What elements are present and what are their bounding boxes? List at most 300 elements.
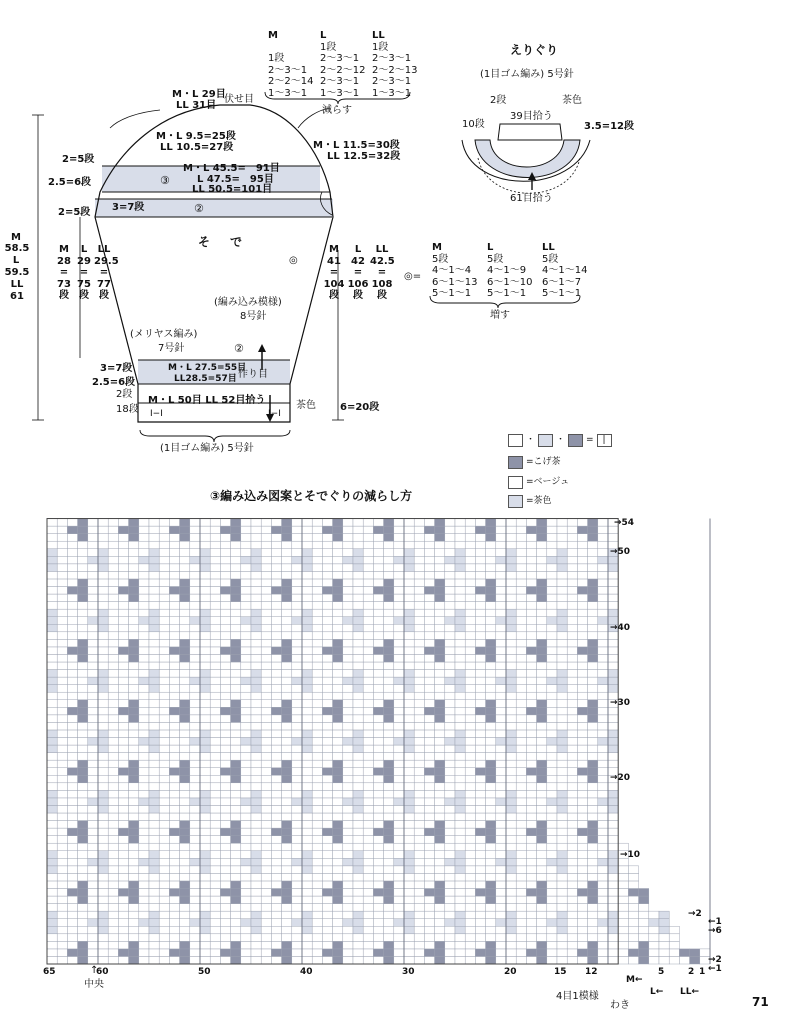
grid-cell <box>588 949 598 957</box>
grid-cell <box>394 889 404 897</box>
grid-cell <box>57 602 67 610</box>
grid-cell <box>455 768 465 776</box>
grid-cell <box>547 798 557 806</box>
grid-cell <box>424 919 434 927</box>
grid-cell <box>231 813 241 821</box>
grid-cell <box>598 836 608 844</box>
grid-cell <box>343 926 353 934</box>
grid-cell <box>149 956 159 964</box>
grid-cell <box>465 715 475 723</box>
grid-cell <box>78 670 88 678</box>
grid-cell <box>486 624 496 632</box>
grid-cell <box>506 745 516 753</box>
grid-cell <box>271 609 281 617</box>
grid-cell <box>108 624 118 632</box>
grid-cell <box>251 571 261 579</box>
grid-cell <box>557 700 567 708</box>
grid-cell <box>343 602 353 610</box>
grid-cell <box>353 707 363 715</box>
grid-cell <box>98 541 108 549</box>
grid-cell <box>271 866 281 874</box>
grid-cell <box>414 654 424 662</box>
grid-cell <box>445 602 455 610</box>
grid-cell <box>231 775 241 783</box>
grid-cell <box>343 677 353 685</box>
grid-cell <box>322 617 332 625</box>
grid-cell <box>180 594 190 602</box>
grid-cell <box>98 889 108 897</box>
grid-cell <box>322 745 332 753</box>
grid-cell <box>547 889 557 897</box>
grid-cell <box>333 730 343 738</box>
grid-cell <box>557 858 567 866</box>
grid-cell <box>210 564 220 572</box>
grid-cell <box>302 904 312 912</box>
grid-cell <box>414 685 424 693</box>
grid-cell <box>588 654 598 662</box>
grid-cell <box>373 798 383 806</box>
grid-cell <box>302 609 312 617</box>
grid-cell <box>516 783 526 791</box>
grid-cell <box>394 790 404 798</box>
grid-cell <box>78 760 88 768</box>
grid-cell <box>567 700 577 708</box>
grid-cell <box>333 564 343 572</box>
grid-cell <box>118 813 128 821</box>
grid-cell <box>486 745 496 753</box>
grid-cell <box>98 904 108 912</box>
grid-cell <box>373 851 383 859</box>
grid-cell <box>220 670 230 678</box>
grid-cell <box>302 934 312 942</box>
grid-cell <box>322 821 332 829</box>
grid-cell <box>159 889 169 897</box>
grid-cell <box>322 836 332 844</box>
grid-cell <box>98 670 108 678</box>
grid-cell <box>231 919 241 927</box>
grid-cell <box>98 556 108 564</box>
grid-cell <box>312 790 322 798</box>
inc-cell: 4〜1〜14 <box>542 265 588 276</box>
grid-cell <box>282 632 292 640</box>
grid-cell <box>282 662 292 670</box>
grid-cell <box>363 549 373 557</box>
grid-cell <box>190 700 200 708</box>
grid-cell <box>129 526 139 534</box>
grid-cell <box>190 722 200 730</box>
grid-cell <box>67 745 77 753</box>
grid-cell <box>302 617 312 625</box>
grid-cell <box>669 926 679 934</box>
grid-cell <box>169 919 179 927</box>
grid-cell <box>353 722 363 730</box>
grid-cell <box>251 541 261 549</box>
grid-cell <box>435 692 445 700</box>
grid-cell <box>322 692 332 700</box>
grid-cell <box>353 881 363 889</box>
grid-cell <box>557 866 567 874</box>
grid-cell <box>404 677 414 685</box>
grid-cell <box>57 670 67 678</box>
grid-cell <box>486 571 496 579</box>
grid-cell <box>465 896 475 904</box>
grid-cell <box>567 685 577 693</box>
grid-cell <box>118 632 128 640</box>
grid-cell <box>506 753 516 761</box>
grid-cell <box>404 911 414 919</box>
grid-cell <box>557 519 567 527</box>
grid-cell <box>567 889 577 897</box>
grid-cell <box>322 919 332 927</box>
grid-cell <box>394 851 404 859</box>
grid-cell <box>404 549 414 557</box>
grid-cell <box>333 534 343 542</box>
grid-cell <box>577 677 587 685</box>
grid-cell <box>608 670 618 678</box>
grid-cell <box>363 579 373 587</box>
grid-cell <box>57 926 67 934</box>
grid-cell <box>312 519 322 527</box>
grid-cell <box>486 602 496 610</box>
grid-cell <box>333 828 343 836</box>
grid-cell <box>302 677 312 685</box>
grid-cell <box>292 677 302 685</box>
grid-cell <box>302 526 312 534</box>
grid-cell <box>547 956 557 964</box>
grid-cell <box>108 647 118 655</box>
row-label-40: →40 <box>610 623 631 633</box>
grid-cell <box>373 941 383 949</box>
grid-cell <box>445 783 455 791</box>
grid-cell <box>292 836 302 844</box>
grid-cell <box>108 813 118 821</box>
grid-cell <box>302 685 312 693</box>
grid-cell <box>526 881 536 889</box>
grid-cell <box>343 760 353 768</box>
grid-cell <box>47 594 57 602</box>
grid-cell <box>628 934 638 942</box>
grid-cell <box>231 564 241 572</box>
grid-cell <box>343 919 353 927</box>
grid-cell <box>210 866 220 874</box>
grid-cell <box>486 775 496 783</box>
grid-cell <box>333 956 343 964</box>
grid-cell <box>57 738 67 746</box>
grid-cell <box>231 949 241 957</box>
grid-cell <box>567 798 577 806</box>
grid-cell <box>312 949 322 957</box>
grid-cell <box>322 873 332 881</box>
grid-cell <box>118 662 128 670</box>
grid-cell <box>424 715 434 723</box>
grid-cell <box>526 602 536 610</box>
grid-cell <box>526 934 536 942</box>
grid-cell <box>78 843 88 851</box>
grid-cell <box>353 858 363 866</box>
grid-cell <box>608 685 618 693</box>
grid-cell <box>343 941 353 949</box>
grid-cell <box>292 881 302 889</box>
grid-cell <box>220 904 230 912</box>
side-measure-right: M L LL 41 42 42.5 = = = 104 106 108 段 段 段 <box>323 244 395 301</box>
bind-off-label: 伏せ目 <box>224 94 254 105</box>
grid-cell <box>486 519 496 527</box>
grid-cell <box>98 873 108 881</box>
grid-cell <box>526 692 536 700</box>
grid-cell <box>180 662 190 670</box>
grid-cell <box>312 821 322 829</box>
grid-cell <box>353 738 363 746</box>
grid-cell <box>139 556 149 564</box>
grid-cell <box>47 722 57 730</box>
grid-cell <box>557 526 567 534</box>
grid-cell <box>516 587 526 595</box>
grid-cell <box>373 677 383 685</box>
grid-cell <box>200 889 210 897</box>
grid-cell <box>486 881 496 889</box>
grid-cell <box>220 753 230 761</box>
grid-cell <box>526 722 536 730</box>
grid-cell <box>180 956 190 964</box>
grid-cell <box>271 639 281 647</box>
grid-cell <box>557 571 567 579</box>
grid-cell <box>180 534 190 542</box>
grid-cell <box>577 904 587 912</box>
grid-cell <box>516 707 526 715</box>
grid-cell <box>353 677 363 685</box>
grid-cell <box>445 647 455 655</box>
grid-cell <box>312 602 322 610</box>
grid-cell <box>598 790 608 798</box>
grid-cell <box>445 692 455 700</box>
grid-cell <box>394 632 404 640</box>
grid-cell <box>598 926 608 934</box>
grid-cell <box>200 858 210 866</box>
grid-cell <box>516 941 526 949</box>
grid-cell <box>312 594 322 602</box>
grid-cell <box>526 594 536 602</box>
grid-cell <box>292 851 302 859</box>
grid-cell <box>98 790 108 798</box>
grid-cell <box>220 594 230 602</box>
grid-cell <box>78 813 88 821</box>
grid-cell <box>455 745 465 753</box>
grid-cell <box>312 768 322 776</box>
grid-cell <box>333 926 343 934</box>
grid-cell <box>475 858 485 866</box>
grid-cell <box>88 745 98 753</box>
grid-cell <box>210 730 220 738</box>
grid-cell <box>537 919 547 927</box>
grid-cell <box>445 775 455 783</box>
grid-cell <box>333 654 343 662</box>
grid-cell <box>78 602 88 610</box>
grid-cell <box>526 549 536 557</box>
grid-cell <box>475 745 485 753</box>
grid-cell <box>78 624 88 632</box>
grid-cell <box>353 632 363 640</box>
grid-cell <box>496 715 506 723</box>
grid-cell <box>190 836 200 844</box>
grid-cell <box>424 722 434 730</box>
grid-cell <box>271 768 281 776</box>
grid-cell <box>486 904 496 912</box>
grid-cell <box>598 700 608 708</box>
grid-cell <box>486 941 496 949</box>
grid-cell <box>394 949 404 957</box>
grid-cell <box>475 541 485 549</box>
grid-cell <box>200 798 210 806</box>
grid-cell <box>496 587 506 595</box>
grid-cell <box>598 579 608 587</box>
grid-cell <box>88 556 98 564</box>
grid-cell <box>251 858 261 866</box>
grid-cell <box>282 707 292 715</box>
grid-cell <box>363 851 373 859</box>
grid-cell <box>445 526 455 534</box>
grid-cell <box>251 956 261 964</box>
grid-cell <box>302 881 312 889</box>
grid-cell <box>506 632 516 640</box>
grid-cell <box>261 519 271 527</box>
grid-cell <box>282 571 292 579</box>
grid-cell <box>190 753 200 761</box>
grid-cell <box>404 873 414 881</box>
grid-cell <box>455 685 465 693</box>
grid-cell <box>577 670 587 678</box>
grid-cell <box>261 609 271 617</box>
grid-cell <box>628 896 638 904</box>
grid-cell <box>220 889 230 897</box>
grid-cell <box>200 866 210 874</box>
grid-cell <box>271 579 281 587</box>
grid-cell <box>251 843 261 851</box>
grid-cell <box>118 609 128 617</box>
grid-cell <box>506 647 516 655</box>
grid-cell <box>435 866 445 874</box>
grid-cell <box>282 624 292 632</box>
grid-cell <box>639 956 649 964</box>
grid-cell <box>271 843 281 851</box>
grid-cell <box>271 662 281 670</box>
grid-cell <box>465 941 475 949</box>
inc-col-l: L <box>487 242 494 253</box>
grid-cell <box>139 587 149 595</box>
left-height-m-val: 58.5 <box>4 243 30 254</box>
grid-cell <box>363 534 373 542</box>
grid-cell <box>200 677 210 685</box>
grid-cell <box>404 760 414 768</box>
grid-cell <box>567 707 577 715</box>
grid-cell <box>557 768 567 776</box>
grid-cell <box>159 904 169 912</box>
grid-cell <box>67 836 77 844</box>
grid-cell <box>200 768 210 776</box>
left-rows-3: 2=5段 <box>58 207 91 218</box>
grid-cell <box>506 541 516 549</box>
grid-cell <box>190 881 200 889</box>
grid-cell <box>78 594 88 602</box>
grid-cell <box>180 889 190 897</box>
grid-cell <box>78 677 88 685</box>
grid-cell <box>475 654 485 662</box>
grid-cell <box>78 617 88 625</box>
grid-cell <box>363 911 373 919</box>
grid-cell <box>251 609 261 617</box>
grid-cell <box>47 738 57 746</box>
grid-cell <box>384 617 394 625</box>
grid-cell <box>608 564 618 572</box>
grid-cell <box>547 700 557 708</box>
grid-cell <box>394 926 404 934</box>
grid-cell <box>149 609 159 617</box>
grid-cell <box>292 798 302 806</box>
grid-cell <box>496 768 506 776</box>
grid-cell <box>292 730 302 738</box>
grid-cell <box>241 632 251 640</box>
grid-cell <box>404 662 414 670</box>
grid-cell <box>455 700 465 708</box>
grid-cell <box>312 677 322 685</box>
grid-cell <box>445 790 455 798</box>
grid-cell <box>251 926 261 934</box>
grid-cell <box>475 738 485 746</box>
grid-cell <box>486 632 496 640</box>
grid-cell <box>486 768 496 776</box>
grid-cell <box>435 813 445 821</box>
grid-cell <box>598 813 608 821</box>
grid-cell <box>190 715 200 723</box>
grid-cell <box>180 617 190 625</box>
grid-cell <box>220 730 230 738</box>
grid-cell <box>210 519 220 527</box>
grid-cell <box>88 798 98 806</box>
grid-cell <box>333 700 343 708</box>
grid-cell <box>282 790 292 798</box>
grid-cell <box>373 813 383 821</box>
grid-cell <box>220 813 230 821</box>
grid-cell <box>271 873 281 881</box>
grid-cell <box>496 775 506 783</box>
grid-cell <box>169 654 179 662</box>
grid-cell <box>220 571 230 579</box>
grid-cell <box>78 753 88 761</box>
grid-cell <box>108 692 118 700</box>
grid-cell <box>139 715 149 723</box>
grid-cell <box>455 851 465 859</box>
collar-method: (1目ゴム編み) 5号針 <box>480 69 574 80</box>
grid-cell <box>67 632 77 640</box>
grid-cell <box>384 866 394 874</box>
grid-cell <box>67 881 77 889</box>
grid-cell <box>373 624 383 632</box>
grid-cell <box>261 753 271 761</box>
grid-cell <box>231 783 241 791</box>
grid-cell <box>373 768 383 776</box>
grid-cell <box>139 692 149 700</box>
inc-cell: 6〜1〜13 <box>432 276 478 288</box>
grid-cell <box>67 609 77 617</box>
grid-cell <box>220 685 230 693</box>
grid-cell <box>200 775 210 783</box>
grid-cell <box>598 949 608 957</box>
grid-cell <box>445 836 455 844</box>
grid-cell <box>67 760 77 768</box>
grid-cell <box>302 707 312 715</box>
grid-cell <box>322 926 332 934</box>
grid-cell <box>343 896 353 904</box>
grid-cell <box>302 594 312 602</box>
